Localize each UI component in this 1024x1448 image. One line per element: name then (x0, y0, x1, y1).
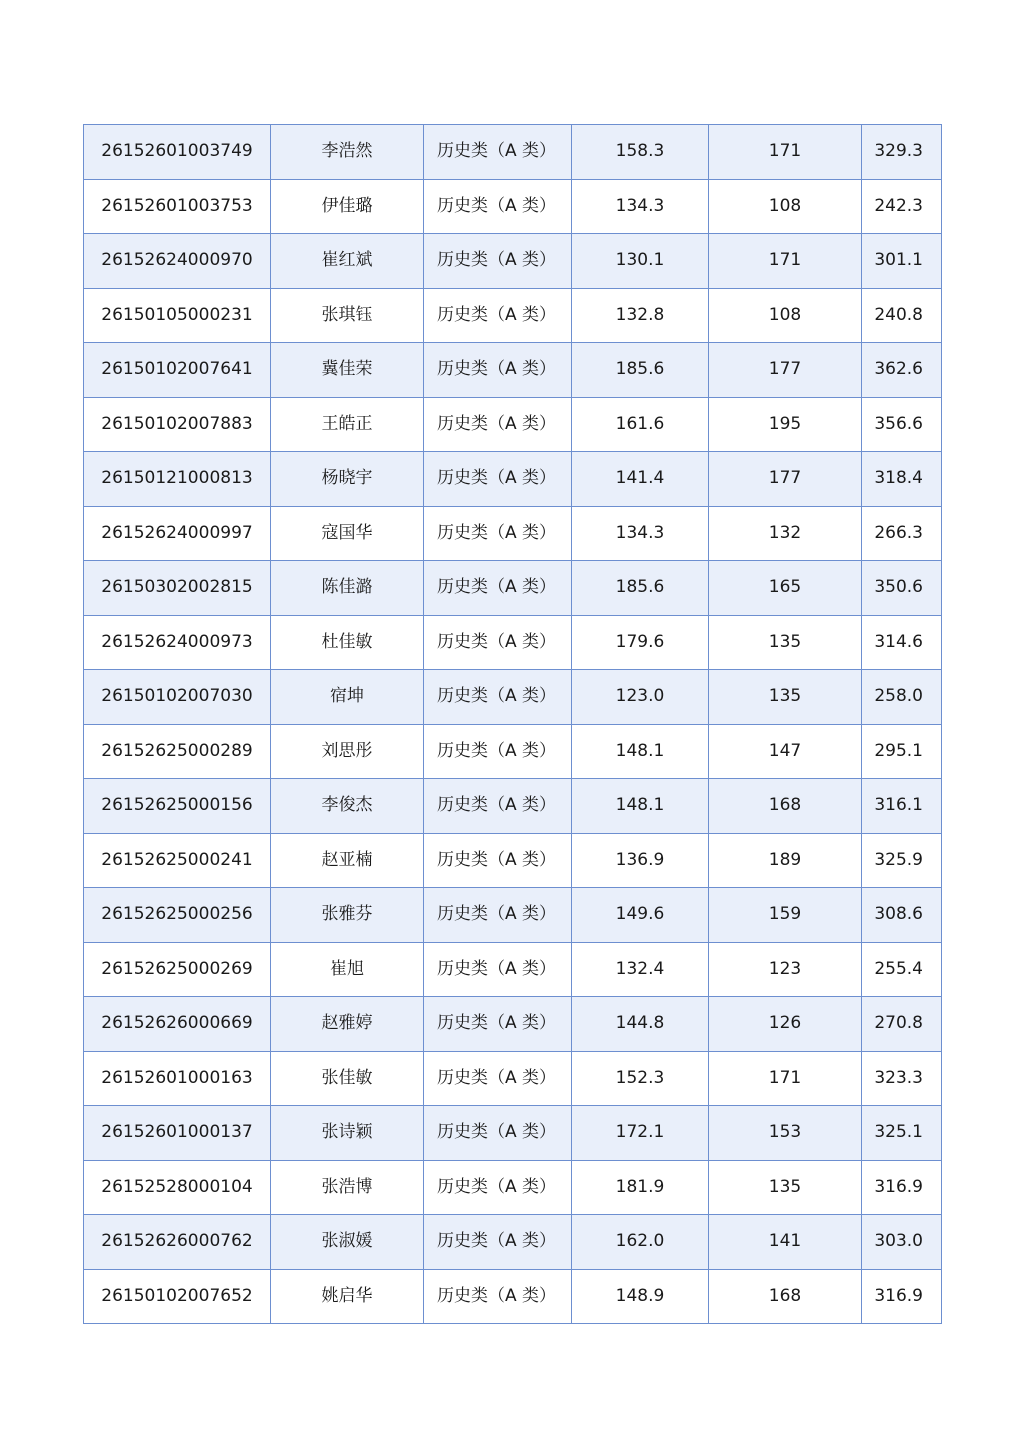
score-cell: 185.6 (572, 561, 709, 616)
category-cell: 历史类（A 类） (424, 288, 572, 343)
total-score-cell: 301.1 (862, 234, 942, 289)
total-score-cell: 316.9 (862, 1269, 942, 1324)
category-cell: 历史类（A 类） (424, 1269, 572, 1324)
exam-id-cell: 26150105000231 (84, 288, 271, 343)
score-cell: 134.3 (572, 506, 709, 561)
score-cell: 148.9 (572, 1269, 709, 1324)
category-cell: 历史类（A 类） (424, 561, 572, 616)
table-row (84, 615, 942, 670)
category-cell: 历史类（A 类） (424, 125, 572, 180)
score-cell: 159 (709, 888, 862, 943)
table-row (84, 234, 942, 289)
score-cell: 171 (709, 1051, 862, 1106)
total-score-cell: 266.3 (862, 506, 942, 561)
category-cell: 历史类（A 类） (424, 779, 572, 834)
score-cell: 108 (709, 179, 862, 234)
category-cell: 历史类（A 类） (424, 997, 572, 1052)
total-score-cell: 255.4 (862, 942, 942, 997)
exam-id-cell: 26152626000762 (84, 1215, 271, 1270)
category-cell: 历史类（A 类） (424, 397, 572, 452)
category-cell: 历史类（A 类） (424, 506, 572, 561)
category-cell: 历史类（A 类） (424, 179, 572, 234)
student-name-cell: 冀佳荣 (271, 343, 424, 398)
score-cell: 134.3 (572, 179, 709, 234)
total-score-cell: 323.3 (862, 1051, 942, 1106)
total-score-cell: 325.9 (862, 833, 942, 888)
category-cell: 历史类（A 类） (424, 1051, 572, 1106)
exam-id-cell: 26152601000137 (84, 1106, 271, 1161)
student-name-cell: 张浩博 (271, 1160, 424, 1215)
table-row (84, 397, 942, 452)
student-name-cell: 张佳敏 (271, 1051, 424, 1106)
total-score-cell: 350.6 (862, 561, 942, 616)
score-cell: 149.6 (572, 888, 709, 943)
category-cell: 历史类（A 类） (424, 615, 572, 670)
table-row (84, 506, 942, 561)
table-row (84, 452, 942, 507)
student-name-cell: 李浩然 (271, 125, 424, 180)
category-cell: 历史类（A 类） (424, 833, 572, 888)
table-row (84, 1215, 942, 1270)
student-name-cell: 李俊杰 (271, 779, 424, 834)
score-cell: 185.6 (572, 343, 709, 398)
table-row (84, 888, 942, 943)
score-cell: 181.9 (572, 1160, 709, 1215)
table-row (84, 833, 942, 888)
score-cell: 141.4 (572, 452, 709, 507)
score-cell: 148.1 (572, 724, 709, 779)
exam-id-cell: 26152601003749 (84, 125, 271, 180)
table-row (84, 1051, 942, 1106)
table-row (84, 942, 942, 997)
category-cell: 历史类（A 类） (424, 670, 572, 725)
category-cell: 历史类（A 类） (424, 1106, 572, 1161)
table-row (84, 1106, 942, 1161)
score-cell: 172.1 (572, 1106, 709, 1161)
total-score-cell: 240.8 (862, 288, 942, 343)
total-score-cell: 295.1 (862, 724, 942, 779)
score-cell: 177 (709, 343, 862, 398)
exam-id-cell: 26152625000269 (84, 942, 271, 997)
score-cell: 126 (709, 997, 862, 1052)
exam-id-cell: 26152601000163 (84, 1051, 271, 1106)
category-cell: 历史类（A 类） (424, 724, 572, 779)
student-name-cell: 宿坤 (271, 670, 424, 725)
student-name-cell: 王皓正 (271, 397, 424, 452)
table-row (84, 561, 942, 616)
score-cell: 165 (709, 561, 862, 616)
student-name-cell: 伊佳璐 (271, 179, 424, 234)
score-cell: 161.6 (572, 397, 709, 452)
student-name-cell: 赵亚楠 (271, 833, 424, 888)
student-name-cell: 陈佳潞 (271, 561, 424, 616)
total-score-cell: 270.8 (862, 997, 942, 1052)
total-score-cell: 316.9 (862, 1160, 942, 1215)
total-score-cell: 362.6 (862, 343, 942, 398)
score-cell: 147 (709, 724, 862, 779)
score-cell: 171 (709, 234, 862, 289)
table-row (84, 288, 942, 343)
total-score-cell: 258.0 (862, 670, 942, 725)
total-score-cell: 316.1 (862, 779, 942, 834)
total-score-cell: 242.3 (862, 179, 942, 234)
score-cell: 130.1 (572, 234, 709, 289)
exam-id-cell: 26150121000813 (84, 452, 271, 507)
table-row (84, 997, 942, 1052)
score-cell: 135 (709, 670, 862, 725)
score-cell: 168 (709, 779, 862, 834)
total-score-cell: 308.6 (862, 888, 942, 943)
score-cell: 179.6 (572, 615, 709, 670)
student-name-cell: 张诗颖 (271, 1106, 424, 1161)
exam-id-cell: 26152624000970 (84, 234, 271, 289)
total-score-cell: 356.6 (862, 397, 942, 452)
score-cell: 162.0 (572, 1215, 709, 1270)
score-cell: 195 (709, 397, 862, 452)
table-row (84, 724, 942, 779)
table-row (84, 179, 942, 234)
exam-id-cell: 26152625000289 (84, 724, 271, 779)
total-score-cell: 329.3 (862, 125, 942, 180)
score-cell: 177 (709, 452, 862, 507)
table-row (84, 125, 942, 180)
exam-id-cell: 26152601003753 (84, 179, 271, 234)
category-cell: 历史类（A 类） (424, 234, 572, 289)
category-cell: 历史类（A 类） (424, 1215, 572, 1270)
total-score-cell: 303.0 (862, 1215, 942, 1270)
student-name-cell: 崔红斌 (271, 234, 424, 289)
exam-id-cell: 26152625000156 (84, 779, 271, 834)
score-cell: 141 (709, 1215, 862, 1270)
score-cell: 153 (709, 1106, 862, 1161)
exam-id-cell: 26152626000669 (84, 997, 271, 1052)
exam-id-cell: 26152624000997 (84, 506, 271, 561)
category-cell: 历史类（A 类） (424, 1160, 572, 1215)
score-cell: 189 (709, 833, 862, 888)
exam-id-cell: 26152624000973 (84, 615, 271, 670)
score-cell: 108 (709, 288, 862, 343)
student-name-cell: 张琪钰 (271, 288, 424, 343)
score-cell: 144.8 (572, 997, 709, 1052)
total-score-cell: 318.4 (862, 452, 942, 507)
score-cell: 135 (709, 1160, 862, 1215)
score-cell: 171 (709, 125, 862, 180)
exam-id-cell: 26150102007030 (84, 670, 271, 725)
exam-id-cell: 26150102007641 (84, 343, 271, 398)
student-name-cell: 张淑媛 (271, 1215, 424, 1270)
category-cell: 历史类（A 类） (424, 452, 572, 507)
score-cell: 158.3 (572, 125, 709, 180)
student-name-cell: 崔旭 (271, 942, 424, 997)
score-cell: 148.1 (572, 779, 709, 834)
category-cell: 历史类（A 类） (424, 942, 572, 997)
exam-id-cell: 26152528000104 (84, 1160, 271, 1215)
table-row (84, 1160, 942, 1215)
score-cell: 135 (709, 615, 862, 670)
total-score-cell: 314.6 (862, 615, 942, 670)
total-score-cell: 325.1 (862, 1106, 942, 1161)
student-name-cell: 杨晓宇 (271, 452, 424, 507)
score-cell: 132.8 (572, 288, 709, 343)
exam-id-cell: 26152625000241 (84, 833, 271, 888)
student-name-cell: 寇国华 (271, 506, 424, 561)
table-row (84, 343, 942, 398)
student-name-cell: 张雅芬 (271, 888, 424, 943)
student-name-cell: 姚启华 (271, 1269, 424, 1324)
exam-id-cell: 26150102007883 (84, 397, 271, 452)
score-cell: 123 (709, 942, 862, 997)
student-name-cell: 刘思彤 (271, 724, 424, 779)
score-cell: 132 (709, 506, 862, 561)
score-cell: 136.9 (572, 833, 709, 888)
table-row (84, 1269, 942, 1324)
category-cell: 历史类（A 类） (424, 888, 572, 943)
table-row (84, 779, 942, 834)
student-name-cell: 杜佳敏 (271, 615, 424, 670)
category-cell: 历史类（A 类） (424, 343, 572, 398)
exam-id-cell: 26152625000256 (84, 888, 271, 943)
exam-id-cell: 26150102007652 (84, 1269, 271, 1324)
student-name-cell: 赵雅婷 (271, 997, 424, 1052)
score-cell: 123.0 (572, 670, 709, 725)
score-table-body (84, 125, 942, 1324)
table-row (84, 670, 942, 725)
exam-id-cell: 26150302002815 (84, 561, 271, 616)
score-cell: 168 (709, 1269, 862, 1324)
score-table (83, 124, 942, 1324)
score-cell: 132.4 (572, 942, 709, 997)
score-cell: 152.3 (572, 1051, 709, 1106)
